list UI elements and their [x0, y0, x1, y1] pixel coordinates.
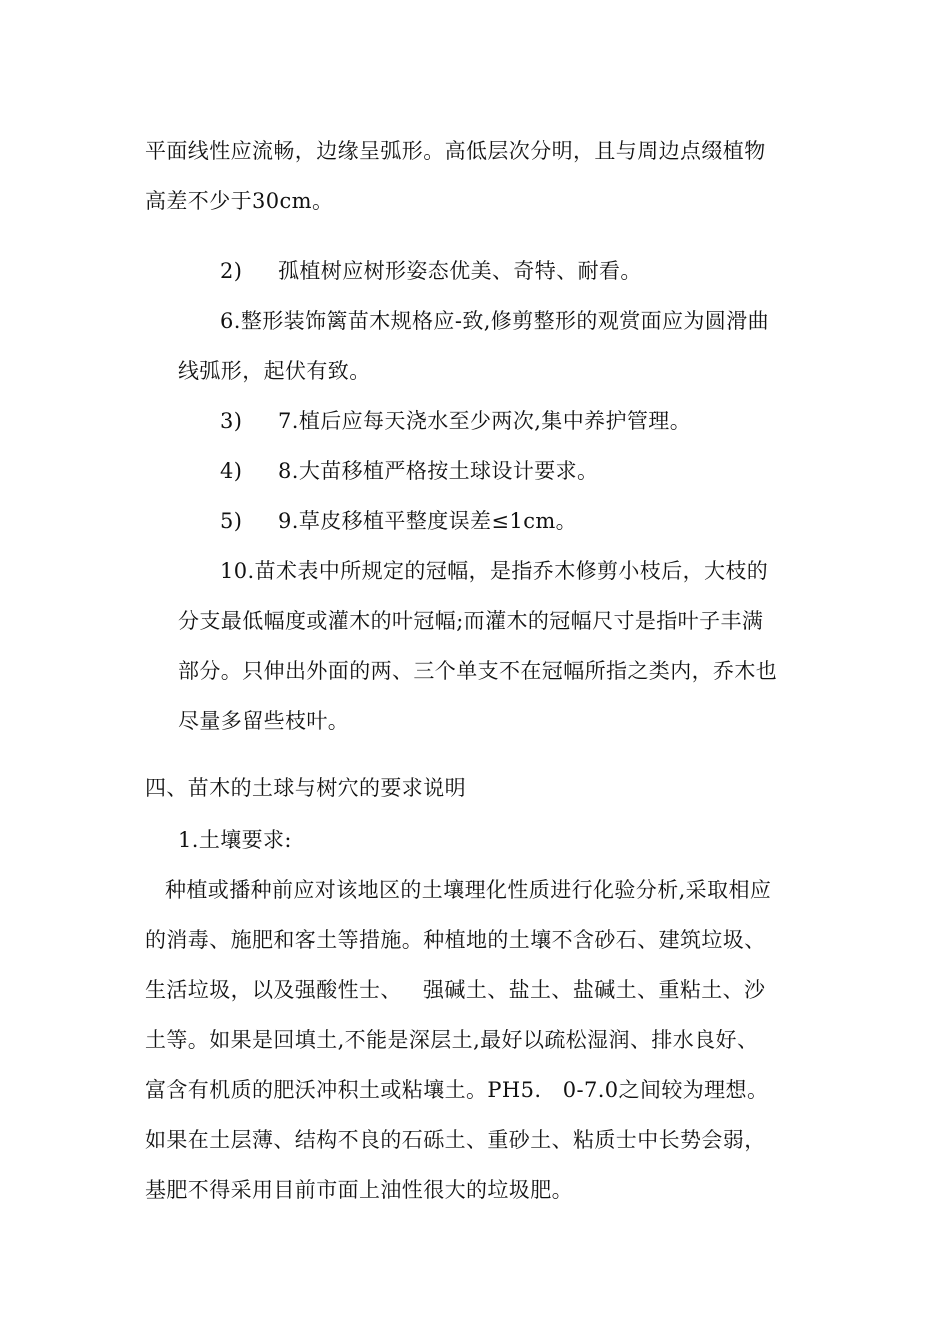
- paragraph-line: 富含有机质的肥沃冲积土或粘壤土。PH5. 0-7.0之间较为理想。: [145, 1078, 769, 1102]
- list-text: 7.植后应每天浇水至少两次,集中养护管理。: [278, 409, 692, 433]
- paragraph-line: 基肥不得采用目前市面上油性很大的垃圾肥。: [145, 1178, 573, 1202]
- paragraph-line: 线弧形，起伏有致。: [178, 359, 371, 383]
- section-heading: 四、苗木的土球与树穴的要求说明: [145, 776, 466, 800]
- list-item-3: [220, 407, 691, 435]
- paragraph-line: 6.整形装饰篱苗木规格应-致,修剪整形的观赏面应为圆滑曲: [220, 309, 770, 333]
- paragraph-line: 如果在土层薄、结构不良的石砾土、重砂土、粘质士中长势会弱，: [145, 1128, 766, 1152]
- paragraph-line: 部分。只伸出外面的两、三个单支不在冠幅所指之类内，乔木也: [178, 659, 778, 683]
- paragraph-line: 平面线性应流畅，边缘呈弧形。高低层次分明，且与周边点缀植物: [145, 139, 766, 163]
- list-number: 2): [220, 259, 243, 283]
- list-item-2: [220, 257, 642, 285]
- list-text: 孤植树应树形姿态优美、奇特、耐看。: [278, 259, 642, 283]
- paragraph-line: 土等。如果是回填土,不能是深层土,最好以疏松湿润、排水良好、: [145, 1028, 759, 1052]
- paragraph-line: 高差不少于30cm。: [145, 189, 334, 213]
- list-item-5: [220, 507, 577, 535]
- subheading: 1.土壤要求:: [178, 828, 292, 852]
- list-item-4: [220, 457, 598, 485]
- paragraph-line: 的消毒、施肥和客土等措施。种植地的土壤不含砂石、建筑垃圾、: [145, 928, 766, 952]
- list-number: 3): [220, 409, 243, 433]
- paragraph-line: 尽量多留些枝叶。: [178, 709, 350, 733]
- list-text: 8.大苗移植严格按土球设计要求。: [278, 459, 599, 483]
- list-text: 9.草皮移植平整度误差≤1cm。: [278, 509, 578, 533]
- paragraph-line: 10.苗术表中所规定的冠幅，是指乔木修剪小枝后，大枝的: [220, 559, 769, 583]
- list-number: 5): [220, 509, 243, 533]
- paragraph-line: 种植或播种前应对该地区的土壤理化性质进行化验分析,采取相应: [165, 878, 772, 902]
- list-number: 4): [220, 459, 243, 483]
- paragraph-line: 分支最低幅度或灌木的叶冠幅;而灌木的冠幅尺寸是指叶子丰满: [178, 609, 764, 633]
- paragraph-line: 生活垃圾，以及强酸性士、 强碱土、盐土、盐碱土、重粘土、沙: [145, 978, 766, 1002]
